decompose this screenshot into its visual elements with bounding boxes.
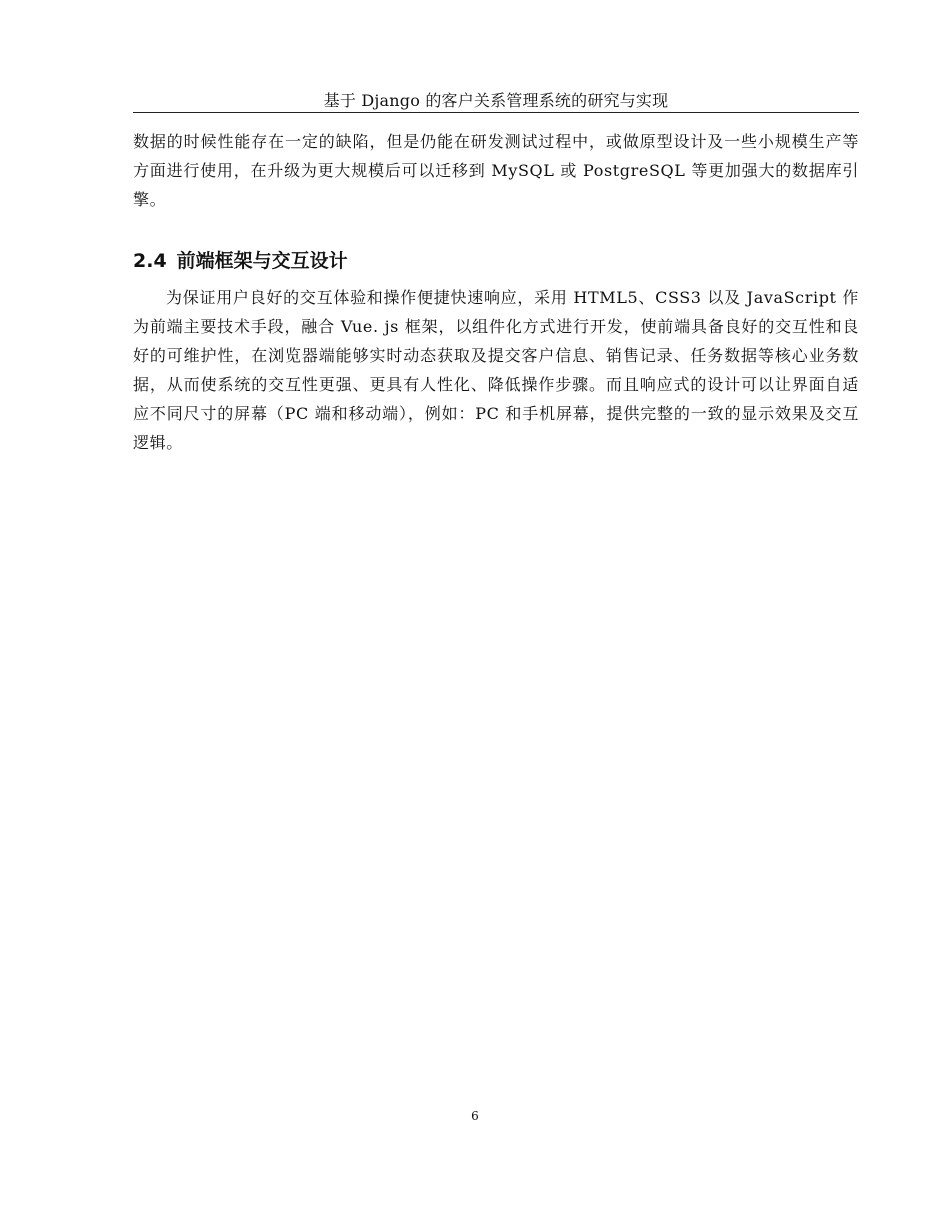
body-paragraph: 为保证用户良好的交互体验和操作便捷快速响应，采用 HTML5、CSS3 以及 JavaScript 作为前端主要技术手段，融合 Vue. js 框架，以组件化方式进行开发，使前端具备良好的交互性和良好的可维护性，在浏览器端能够实时动态获取及提交客户信息、销售记录、任务数据等核心业务数据，从而使系统的交互性更强、更具有人性化、降低操作步骤。而且响应式的设计可以让界面自适应不同尺寸的屏幕（PC 端和移动端），例如：PC 和手机屏幕，提供完整的一致的显示效果及交互逻辑。 <box>133 288 859 452</box>
section-number: 2.4 <box>133 250 167 272</box>
section-title: 前端框架与交互设计 <box>176 250 348 272</box>
section-heading <box>133 247 348 275</box>
body-paragraph: 数据的时候性能存在一定的缺陷，但是仍能在研发测试过程中，或做原型设计及一些小规模生产等方面进行使用，在升级为更大规模后可以迁移到 MySQL 或 PostgreSQL 等更加强大的数据库引擎。 <box>133 132 859 209</box>
page-number: 6 <box>471 1109 479 1123</box>
running-header: 基于 Django 的客户关系管理系统的研究与实现 <box>323 91 669 110</box>
header-rule <box>133 112 859 113</box>
